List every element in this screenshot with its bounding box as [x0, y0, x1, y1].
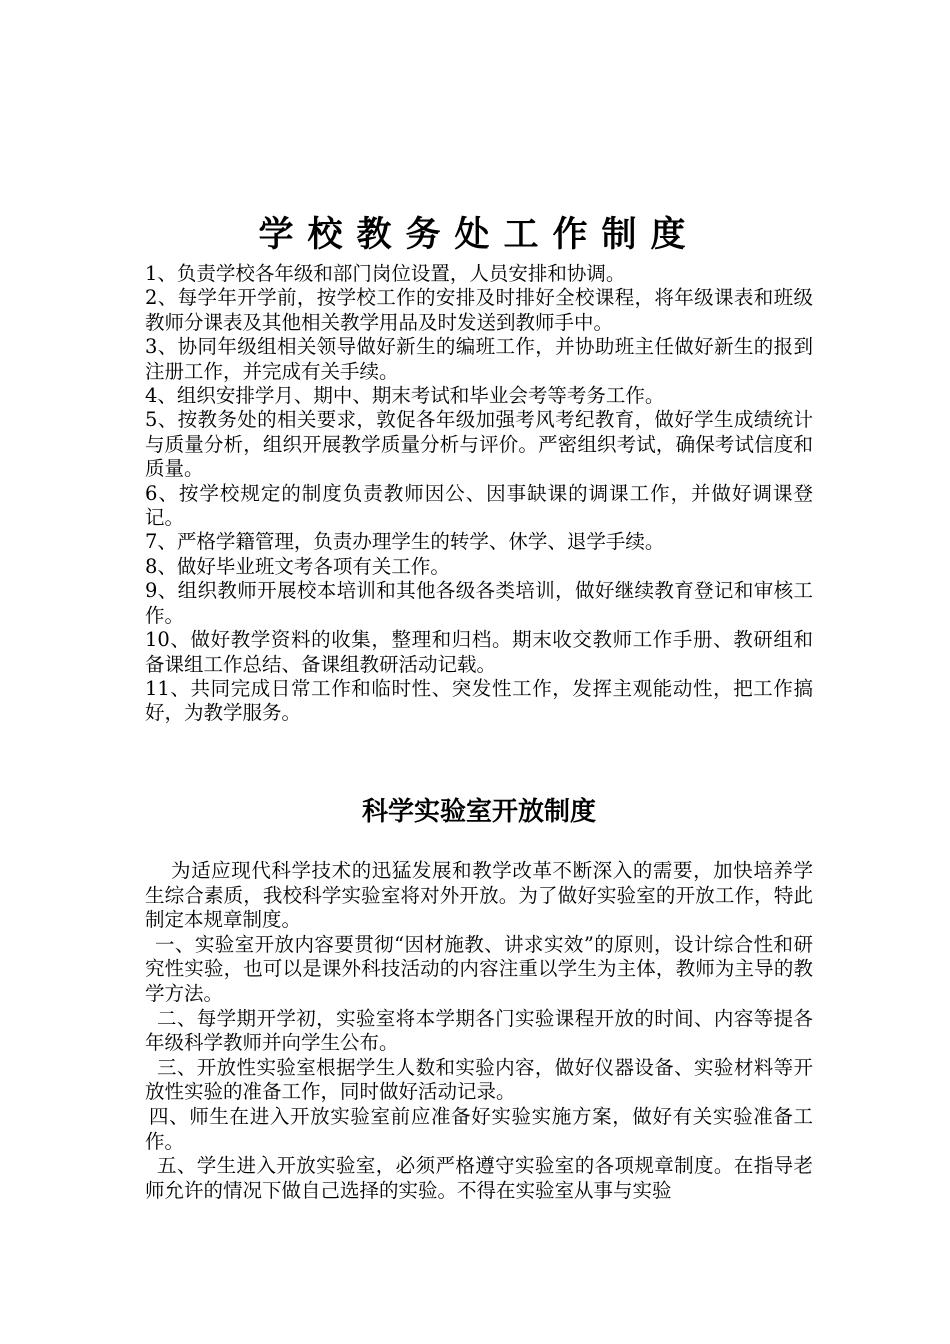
doc1-item-4: 4、组织安排学月、期中、期末考试和毕业会考等考务工作。 [145, 384, 665, 408]
doc1-item-8: 8、做好毕业班文考各项有关工作。 [145, 554, 450, 578]
doc1-item-9: 9、组织教师开展校本培训和其他各级各类培训，做好继续教育登记和审核工作。 [145, 579, 813, 627]
doc2-rule-1: 一、实验室开放内容要贯彻“因材施教、讲求实效”的原则，设计综合性和研究性实验，也可以是课外科技活动的内容注重以学生为主体，教师为主导的教学方法。 [145, 932, 813, 1005]
doc1-body [145, 262, 813, 726]
doc1-item-2: 2、每学年开学前，按学校工作的安排及时排好全校课程，将年级课表和班级教师分课表及其他相关教学用品及时发送到教师手中。 [145, 286, 813, 334]
doc1-item-10: 10、做好教学资料的收集，整理和归档。期末收交教师工作手册、教研组和备课组工作总结、备课组教研活动记载。 [145, 628, 813, 676]
doc1-item-6: 6、按学校规定的制度负责教师因公、因事缺课的调课工作，并做好调课登记。 [145, 481, 813, 530]
doc1-item-1: 1、负责学校各年级和部门岗位设置，人员安排和协调。 [145, 262, 626, 285]
doc2-rule-4: 四、师生在进入开放实验室前应准备好实验实施方案，做好有关实验准备工作。 [145, 1104, 813, 1153]
doc2-body [145, 859, 813, 1203]
doc1-item-11: 11、共同完成日常工作和临时性、突发性工作，发挥主观能动性，把工作搞好，为教学服务。 [145, 676, 813, 725]
doc1-item-3: 3、协同年级组相关领导做好新生的编班工作，并协助班主任做好新生的报到注册工作，并完成有关手续。 [145, 335, 813, 383]
doc1-item-5: 5、按教务处的相关要求，敦促各年级加强考风考纪教育，做好学生成绩统计与质量分析，组织开展教学质量分析与评价。严密组织考试，确保考试信度和质量。 [145, 408, 813, 481]
doc1-item-7: 7、严格学籍管理，负责办理学生的转学、休学、退学手续。 [145, 530, 665, 554]
doc1-title: 学校教务处工作制度 [258, 215, 700, 255]
doc2-rule-2: 二、每学期开学初，实验室将本学期各门实验课程开放的时间、内容等提各年级科学教师并向学生公布。 [145, 1006, 813, 1055]
doc2-intro-paragraph: 为适应现代科学技术的迅猛发展和教学改革不断深入的需要，加快培养学生综合素质，我校科学实验室将对外开放。为了做好实验室的开放工作，特此制定本规章制度。 [145, 859, 813, 932]
doc2-rule-3: 三、开放性实验室根据学生人数和实验内容，做好仪器设备、实验材料等开放性实验的准备工作，同时做好活动记录。 [145, 1055, 813, 1104]
doc2-title: 科学实验室开放制度 [361, 797, 596, 827]
doc2-rule-5: 五、学生进入开放实验室，必须严格遵守实验室的各项规章制度。在指导老师允许的情况下做自己选择的实验。不得在实验室从事与实验 [145, 1154, 813, 1202]
